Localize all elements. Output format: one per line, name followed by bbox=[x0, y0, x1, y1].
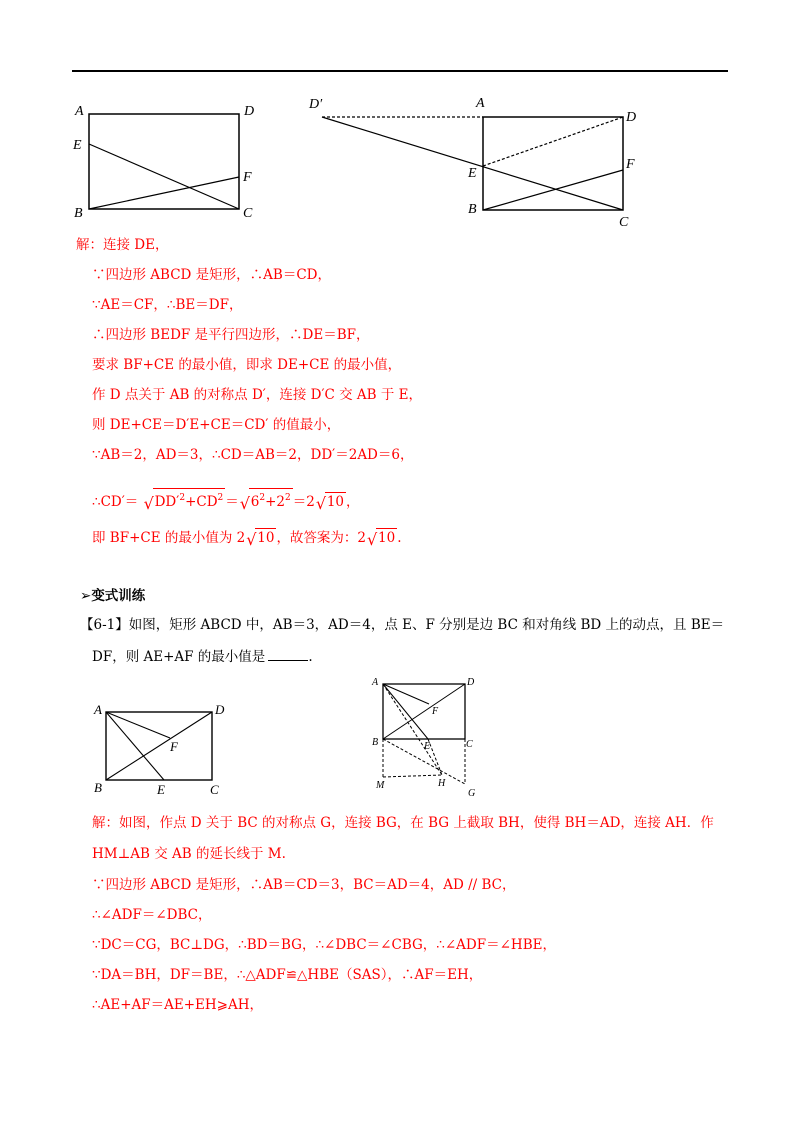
answer-prefix: 即 BF+CE 的最小值为 2 bbox=[92, 530, 246, 546]
fig3-label-d: D bbox=[215, 702, 225, 717]
fig4-label-b: B bbox=[372, 737, 379, 748]
fig2-label-e: E bbox=[468, 166, 477, 181]
figure-4-construction bbox=[366, 672, 496, 802]
sol1-line-8: ∵AB＝2，AD＝3，∴CD＝AB＝2，DD′＝2AD＝6， bbox=[92, 447, 414, 463]
rad1-exp-b: 2 bbox=[217, 493, 224, 503]
rad2-exp-a: 2 bbox=[259, 493, 266, 503]
sol2-line-1: 解：如图，作点 D 关于 BC 的对称点 G，连接 BG，在 BG 上截取 BH，使得 BH＝AD，连接 AH．作 bbox=[92, 815, 714, 831]
sol1-line-2: ∵四边形 ABCD 是矩形，∴AB＝CD， bbox=[92, 267, 331, 283]
fig3-label-f: F bbox=[170, 739, 178, 754]
top-rule bbox=[72, 70, 728, 72]
fig2-line-dc bbox=[322, 117, 623, 210]
fig4-label-m: M bbox=[376, 780, 385, 791]
rad3: 10 bbox=[326, 494, 345, 510]
fig4-label-a: A bbox=[372, 677, 379, 688]
section-title: ➢变式训练 bbox=[80, 588, 146, 604]
sol1-line-5: 要求 BF+CE 的最小值，即求 DE+CE 的最小值， bbox=[92, 357, 402, 373]
answer-mid: ，故答案为：2 bbox=[276, 530, 367, 546]
fig2-label-dprime: D′ bbox=[309, 97, 323, 112]
sol1-line-7: 则 DE+CE＝D′E+CE＝CD′ 的值最小， bbox=[92, 417, 341, 433]
cd-prime-label: ∴CD′＝ bbox=[92, 494, 139, 510]
fig1-line-ec bbox=[89, 144, 239, 209]
sol2-line-3: ∵四边形 ABCD 是矩形，∴AB＝CD＝3，BC＝AD＝4，AD // BC， bbox=[92, 877, 516, 893]
sol1-line-10 bbox=[92, 528, 402, 547]
sol1-line-4: ∴四边形 BEDF 是平行四边形，∴DE＝BF， bbox=[92, 327, 370, 343]
fig4-label-f: F bbox=[432, 706, 439, 717]
problem-line-2 bbox=[92, 648, 313, 666]
rad2-a: 6 bbox=[250, 494, 260, 510]
fig3-line-ae bbox=[106, 712, 164, 780]
fig4-label-d: D bbox=[467, 677, 475, 688]
sol2-line-6: ∵DA＝BH，DF＝BE，∴△ADF≌△HBE（SAS），∴AF＝EH， bbox=[92, 967, 483, 983]
fig1-rect bbox=[89, 114, 239, 209]
answer-sqrt-2: √ 10 bbox=[367, 530, 396, 549]
fig4-diagonal-bd bbox=[383, 684, 465, 739]
answer-sqrt-1: √ 10 bbox=[246, 530, 275, 549]
answer-rad-1: 10 bbox=[257, 530, 275, 546]
fig2-dashed-ed bbox=[483, 117, 623, 166]
fig1-label-f: F bbox=[243, 170, 252, 185]
fig4-line-ae bbox=[383, 684, 428, 739]
fig3-label-c: C bbox=[210, 782, 219, 797]
rad2-exp-b: 2 bbox=[285, 493, 291, 503]
sol1-line-1: 解：连接 DE， bbox=[76, 237, 169, 253]
fig1-line-bf bbox=[89, 177, 239, 209]
fig2-label-a: A bbox=[476, 96, 485, 111]
answer-blank bbox=[268, 648, 308, 661]
sol1-line-6: 作 D 点关于 AB 的对称点 D′，连接 D′C 交 AB 于 E， bbox=[92, 387, 423, 403]
sol2-line-4: ∴∠ADF＝∠DBC， bbox=[92, 907, 212, 923]
fig2-label-b: B bbox=[468, 202, 477, 217]
fig1-label-b: B bbox=[74, 206, 83, 221]
eq-1: ＝ bbox=[225, 494, 239, 510]
fig4-label-c: C bbox=[466, 739, 473, 750]
fig4-label-h: H bbox=[438, 778, 446, 789]
fig4-dashed-mh bbox=[383, 775, 442, 777]
fig3-label-b: B bbox=[94, 780, 102, 795]
fig2-rect bbox=[483, 117, 623, 210]
fig3-diagonal-bd bbox=[106, 712, 212, 780]
answer-end: . bbox=[397, 530, 402, 546]
fig2-label-f: F bbox=[626, 157, 635, 172]
problem-line-1: 【6-1】如图，矩形 ABCD 中，AB＝3，AD＝4，点 E、F 分别是边 BC 和对角线 BD 上的动点，且 BE＝ bbox=[80, 617, 725, 633]
sqrt-dd-cd: √ $DD'^2+CD^2$ bbox=[144, 488, 226, 511]
figure-1-rectangle bbox=[70, 95, 270, 225]
rad1-exp-a: 2 bbox=[179, 493, 186, 503]
fig1-label-d: D bbox=[244, 104, 255, 119]
fig4-label-e: E bbox=[424, 741, 431, 752]
fig4-dashed-ah bbox=[383, 684, 442, 775]
fig3-line-af bbox=[106, 712, 170, 738]
problem-line-2-end: . bbox=[308, 649, 313, 665]
sol2-line-5: ∵DC＝CG，BC⊥DG，∴BD＝BG，∴∠DBC＝∠CBG，∴∠ADF＝∠HBE， bbox=[92, 937, 556, 953]
fig1-label-e: E bbox=[73, 138, 82, 153]
rad1-b: +CD bbox=[185, 494, 218, 510]
answer-rad-2: 10 bbox=[378, 530, 396, 546]
sol1-line-9 bbox=[92, 488, 360, 511]
rad1-a: DD′ bbox=[154, 494, 180, 510]
sol1-line-3: ∵AE＝CF，∴BE＝DF， bbox=[92, 297, 243, 313]
problem-line-2-text: DF，则 AE+AF 的最小值是 bbox=[92, 649, 266, 665]
fig4-label-g: G bbox=[468, 788, 476, 799]
fig2-label-c: C bbox=[619, 215, 629, 230]
fig2-label-d: D bbox=[626, 110, 637, 125]
fig1-label-a: A bbox=[75, 104, 84, 119]
sol2-line-2: HM⊥AB 交 AB 的延长线于 M. bbox=[92, 846, 286, 862]
rad2-b: +2 bbox=[265, 494, 285, 510]
end-1: ， bbox=[346, 494, 360, 510]
eq-2: ＝2 bbox=[292, 494, 315, 510]
figure-2-reflection bbox=[305, 92, 645, 230]
sol2-line-7: ∴AE+AF＝AE+EH⩾AH， bbox=[92, 997, 263, 1013]
section-title-text: 变式训练 bbox=[91, 588, 146, 604]
fig3-label-e: E bbox=[157, 782, 165, 797]
fig1-label-c: C bbox=[243, 206, 253, 221]
sqrt-10: √ 10 bbox=[315, 494, 345, 513]
figure-3-rectangle bbox=[90, 698, 240, 798]
sqrt-6-2: √ $6^2+2^2$ bbox=[240, 488, 293, 511]
fig3-label-a: A bbox=[94, 702, 102, 717]
